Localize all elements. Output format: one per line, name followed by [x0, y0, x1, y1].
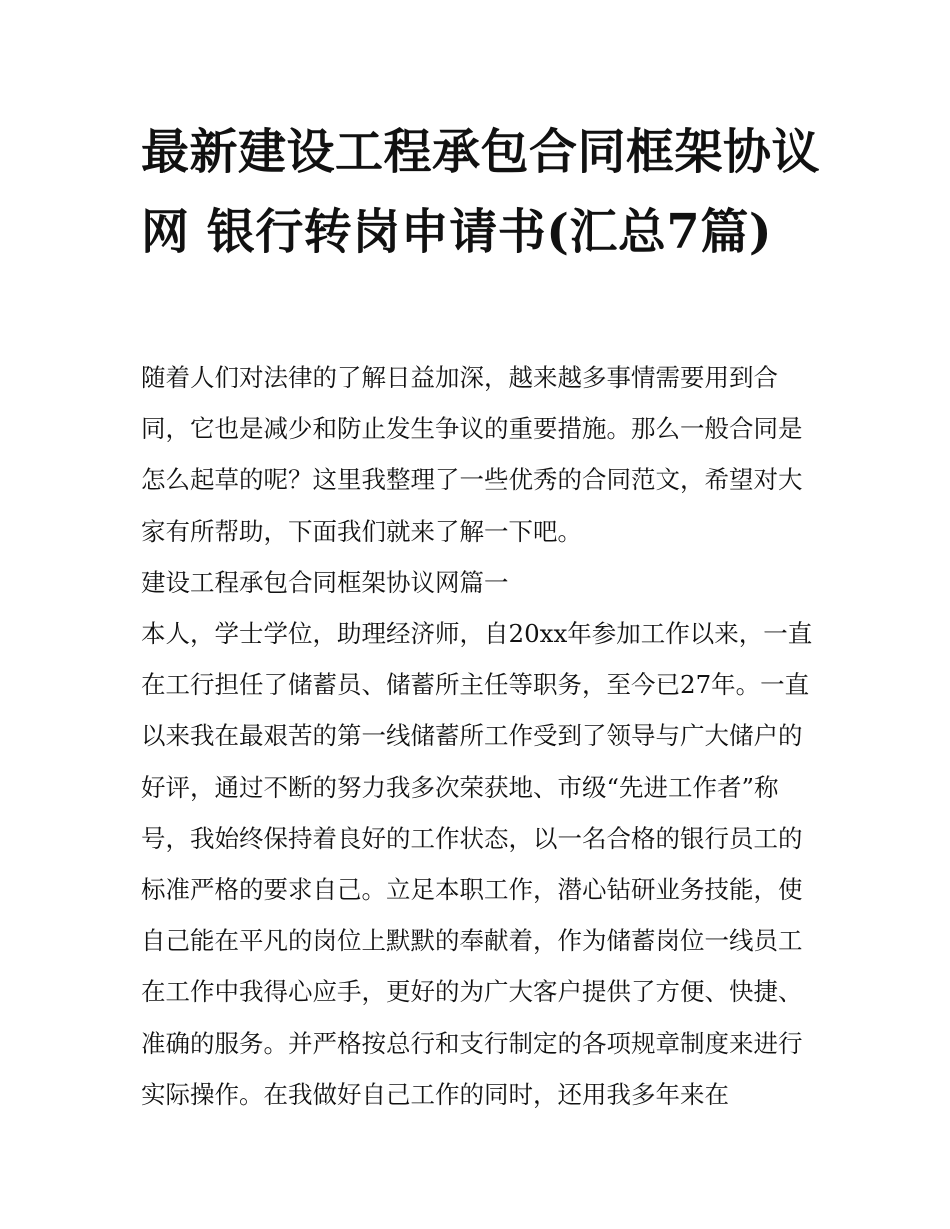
document-title: 最新建设工程承包合同框架协议网 银行转岗申请书(汇总7篇)	[141, 124, 821, 260]
section-paragraph: 本人，学士学位，助理经济师，自20xx年参加工作以来，一直在工行担任了储蓄员、储蓄所主任等职务，至今已27年。一直以来我在最艰苦的第一线储蓄所工作受到了领导与广大储户的好评，通过不断的努力我多次荣获地、市级“先进工作者”称号，我始终保持着良好的工作状态，以一名合格的银行员工的标准严格的要求自己。立足本职工作，潜心钻研业务技能，使自己能在平凡的岗位上默默的奉献着，作为储蓄岗位一线员工在工作中我得心应手，更好的为广大客户提供了方便、快捷、准确的服务。并严格按总行和支行制定的各项规章制度来进行实际操作。在我做好自己工作的同时，还用我多年来在	[141, 619, 813, 1109]
intro-paragraph: 随着人们对法律的了解日益加深，越来越多事情需要用到合同，它也是减少和防止发生争议的重要措施。那么一般合同是怎么起草的呢？这里我整理了一些优秀的合同范文，希望对大家有所帮助，下面我们就来了解一下吧。	[141, 363, 803, 546]
document-body	[141, 352, 821, 1120]
section-heading: 建设工程承包合同框架协议网篇一	[141, 567, 509, 597]
